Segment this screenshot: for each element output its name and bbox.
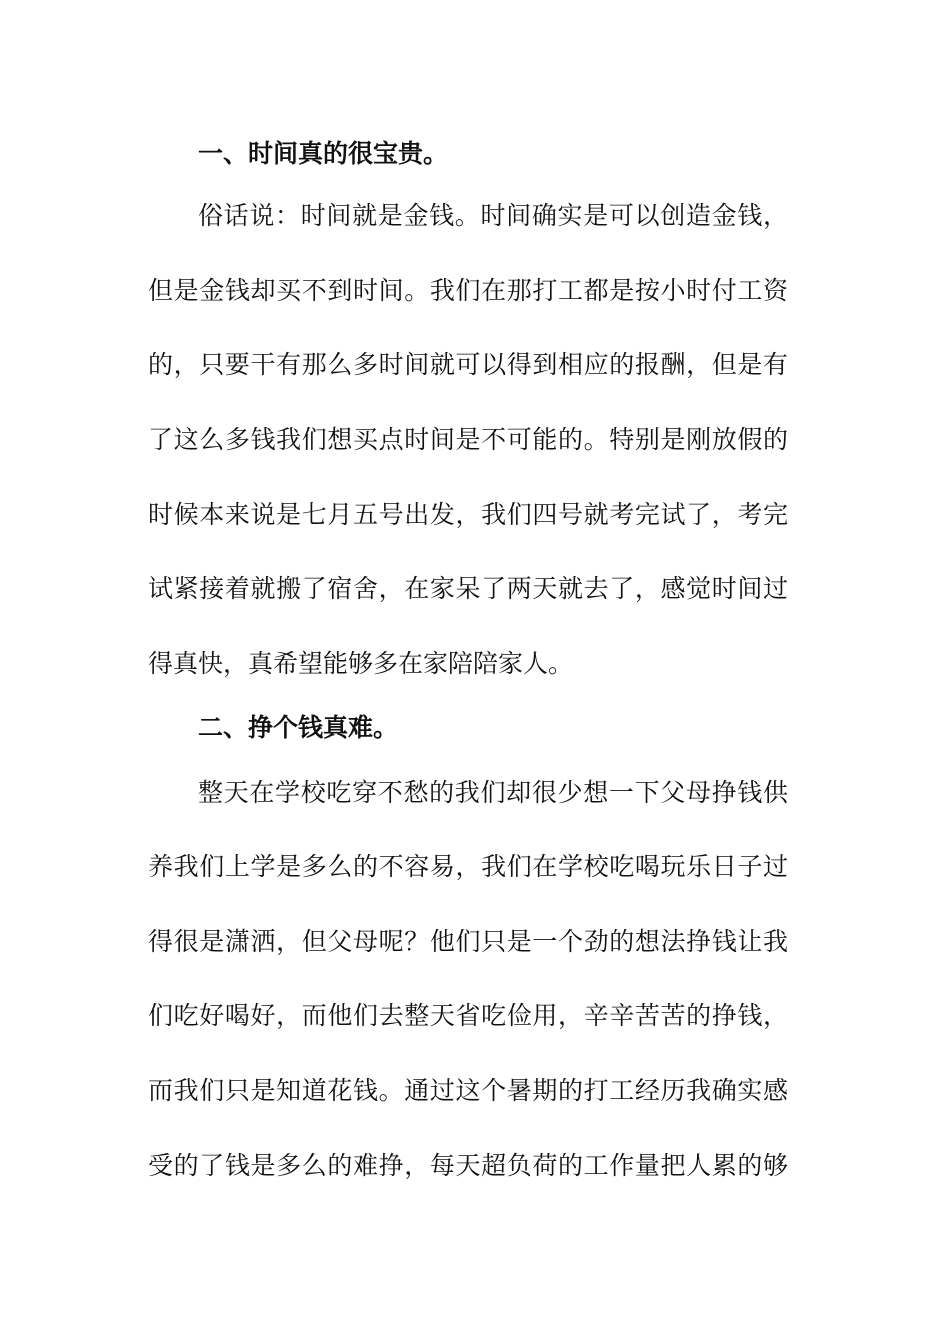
paragraph-line: 的，只要干有那么多时间就可以得到相应的报酬，但是有 [148,350,788,379]
paragraph-line: 试紧接着就搬了宿舍，在家呆了两天就去了，感觉时间过 [148,574,788,603]
section-heading-2: 二、挣个钱真难。 [198,713,399,742]
paragraph-line-last: 得真快，真希望能够多在家陪陪家人。 [148,649,574,678]
paragraph-line: 得很是潇洒，但父母呢？他们只是一个劲的想法挣钱让我 [148,927,788,956]
paragraph-line: 受的了钱是多么的难挣，每天超负荷的工作量把人累的够 [148,1151,788,1180]
paragraph-line: 俗话说：时间就是金钱。时间确实是可以创造金钱， [198,201,788,230]
paragraph-line: 整天在学校吃穿不愁的我们却很少想一下父母挣钱供 [198,778,788,807]
section-heading-1: 一、时间真的很宝贵。 [198,139,449,168]
paragraph-line: 了这么多钱我们想买点时间是不可能的。特别是刚放假的 [148,425,788,454]
paragraph-line: 而我们只是知道花钱。通过这个暑期的打工经历我确实感 [148,1076,788,1105]
paragraph-line: 们吃好喝好，而他们去整天省吃俭用，辛辛苦苦的挣钱， [148,1001,788,1030]
paragraph-line: 养我们上学是多么的不容易，我们在学校吃喝玩乐日子过 [148,852,788,881]
paragraph-line: 时候本来说是七月五号出发，我们四号就考完试了，考完 [148,500,788,529]
paragraph-line: 但是金钱却买不到时间。我们在那打工都是按小时付工资 [148,276,788,305]
